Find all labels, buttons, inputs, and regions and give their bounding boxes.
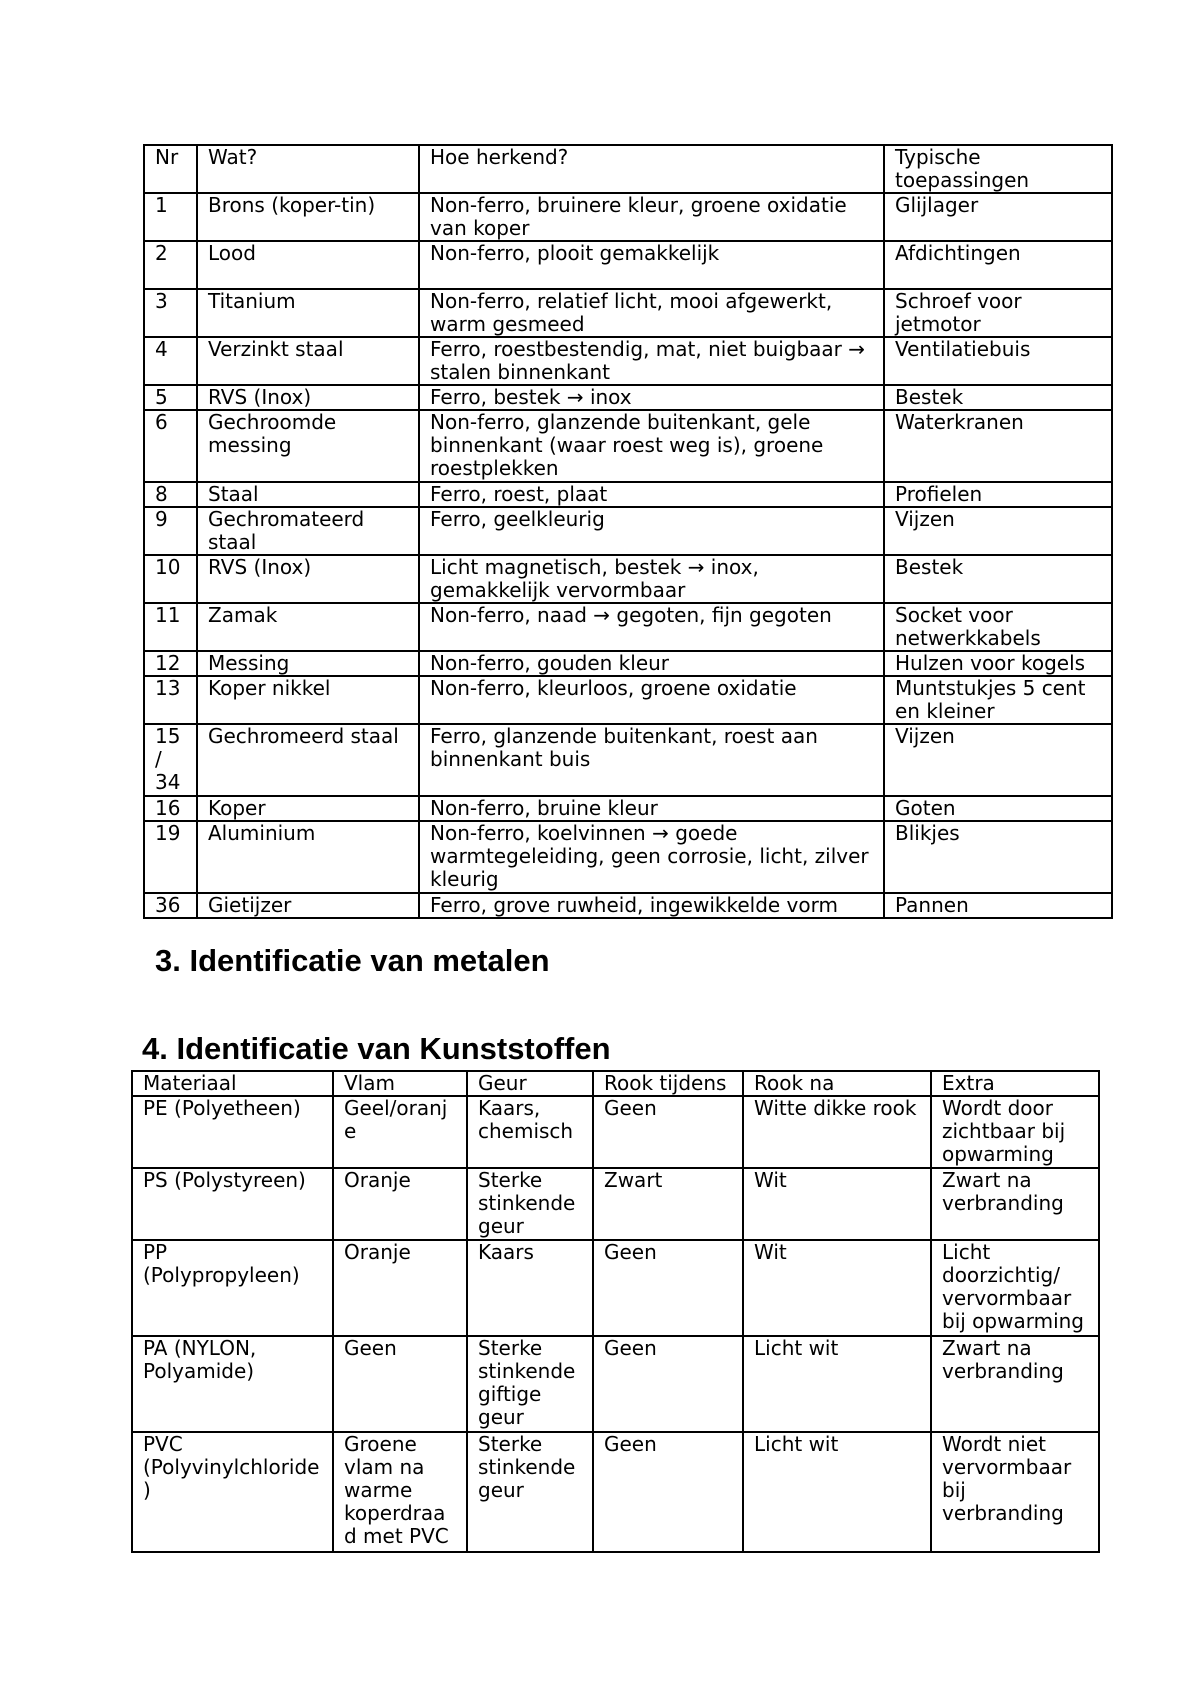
table-row xyxy=(132,1336,1099,1432)
metal-nr: 19 xyxy=(144,821,197,893)
metal-application: Waterkranen xyxy=(884,410,1112,482)
plastics-header-rook-tijdens: Rook tijdens xyxy=(593,1071,743,1096)
plastic-smoke-after: Witte dikke rook xyxy=(743,1096,931,1168)
metal-name: Koper nikkel xyxy=(197,676,419,724)
metal-application: Socket voor netwerkkabels xyxy=(884,603,1112,651)
table-row xyxy=(144,821,1112,893)
metal-recognition: Licht magnetisch, bestek → inox, gemakkelijk vervormbaar xyxy=(419,555,884,603)
metal-nr: 1 xyxy=(144,193,197,241)
table-row xyxy=(144,893,1112,918)
metal-nr: 11 xyxy=(144,603,197,651)
metal-name: Messing xyxy=(197,651,419,676)
metals-header-wat: Wat? xyxy=(197,145,419,193)
table-row xyxy=(144,193,1112,241)
metals-table xyxy=(143,144,1113,919)
metal-application: Afdichtingen xyxy=(884,241,1112,289)
metal-nr: 5 xyxy=(144,385,197,410)
plastic-flame: Oranje xyxy=(333,1168,467,1240)
metal-application: Pannen xyxy=(884,893,1112,918)
plastic-smoke-during: Zwart xyxy=(593,1168,743,1240)
table-row xyxy=(144,724,1112,796)
metal-nr: 3 xyxy=(144,289,197,337)
table-row xyxy=(144,651,1112,676)
metal-application: Goten xyxy=(884,796,1112,821)
metal-nr: 13 xyxy=(144,676,197,724)
metal-recognition: Non-ferro, relatief licht, mooi afgewerkt, warm gesmeed xyxy=(419,289,884,337)
table-row xyxy=(144,482,1112,507)
plastic-smoke-after: Licht wit xyxy=(743,1432,931,1552)
metal-nr: 10 xyxy=(144,555,197,603)
table-row xyxy=(144,385,1112,410)
metal-name: Gechromateerd staal xyxy=(197,507,419,555)
metal-name: Brons (koper-tin) xyxy=(197,193,419,241)
table-row xyxy=(144,676,1112,724)
metal-recognition: Ferro, bestek → inox xyxy=(419,385,884,410)
plastic-flame: Geen xyxy=(333,1336,467,1432)
metal-nr: 36 xyxy=(144,893,197,918)
plastics-header-row xyxy=(132,1071,1099,1096)
plastic-extra: Zwart na verbranding xyxy=(931,1168,1099,1240)
metal-name: Gechromeerd staal xyxy=(197,724,419,796)
metal-nr: 4 xyxy=(144,337,197,385)
plastic-material: PA (NYLON, Polyamide) xyxy=(132,1336,333,1432)
plastics-header-vlam: Vlam xyxy=(333,1071,467,1096)
metal-recognition: Ferro, grove ruwheid, ingewikkelde vorm xyxy=(419,893,884,918)
table-row xyxy=(144,410,1112,482)
plastics-header-extra: Extra xyxy=(931,1071,1099,1096)
metal-recognition: Ferro, geelkleurig xyxy=(419,507,884,555)
metals-header-hoe-herkend: Hoe herkend? xyxy=(419,145,884,193)
metal-recognition: Non-ferro, naad → gegoten, fijn gegoten xyxy=(419,603,884,651)
metal-name: Aluminium xyxy=(197,821,419,893)
metal-application: Ventilatiebuis xyxy=(884,337,1112,385)
plastic-smoke-after: Licht wit xyxy=(743,1336,931,1432)
metal-recognition: Non-ferro, bruine kleur xyxy=(419,796,884,821)
plastic-smell: Sterke stinkende geur xyxy=(467,1432,593,1552)
plastic-material: PE (Polyetheen) xyxy=(132,1096,333,1168)
metal-name: Gietijzer xyxy=(197,893,419,918)
metal-recognition: Non-ferro, bruinere kleur, groene oxidatie van koper xyxy=(419,193,884,241)
plastics-header-rook-na: Rook na xyxy=(743,1071,931,1096)
metal-name: Gechroomde messing xyxy=(197,410,419,482)
metal-recognition: Ferro, roestbestendig, mat, niet buigbaar → stalen binnenkant xyxy=(419,337,884,385)
plastic-smoke-during: Geen xyxy=(593,1336,743,1432)
metal-application: Blikjes xyxy=(884,821,1112,893)
plastic-extra: Wordt niet vervormbaar bij verbranding xyxy=(931,1432,1099,1552)
metal-recognition: Non-ferro, gouden kleur xyxy=(419,651,884,676)
metal-recognition: Ferro, roest, plaat xyxy=(419,482,884,507)
metal-name: RVS (Inox) xyxy=(197,385,419,410)
table-row xyxy=(132,1240,1099,1336)
section-heading-plastics: 4. Identificatie van Kunststoffen xyxy=(142,1031,611,1066)
table-row xyxy=(144,337,1112,385)
plastics-table xyxy=(131,1070,1100,1553)
metal-application: Bestek xyxy=(884,555,1112,603)
metal-name: Zamak xyxy=(197,603,419,651)
table-row xyxy=(132,1432,1099,1552)
table-row xyxy=(144,289,1112,337)
metal-application: Vijzen xyxy=(884,507,1112,555)
plastic-smell: Sterke stinkende giftige geur xyxy=(467,1336,593,1432)
plastic-smell: Kaars, chemisch xyxy=(467,1096,593,1168)
table-row xyxy=(144,241,1112,289)
plastics-header-geur: Geur xyxy=(467,1071,593,1096)
plastic-material: PVC (Polyvinylchloride) xyxy=(132,1432,333,1552)
metal-name: Staal xyxy=(197,482,419,507)
plastic-smoke-after: Wit xyxy=(743,1240,931,1336)
metal-recognition: Non-ferro, koelvinnen → goede warmtegeleiding, geen corrosie, licht, zilver kleurig xyxy=(419,821,884,893)
metal-name: RVS (Inox) xyxy=(197,555,419,603)
plastic-smell: Sterke stinkende geur xyxy=(467,1168,593,1240)
plastic-extra: Licht doorzichtig/ vervormbaar bij opwarming xyxy=(931,1240,1099,1336)
table-row xyxy=(144,603,1112,651)
table-row xyxy=(144,507,1112,555)
plastic-extra: Wordt door zichtbaar bij opwarming xyxy=(931,1096,1099,1168)
plastic-material: PP (Polypropyleen) xyxy=(132,1240,333,1336)
metal-nr: 12 xyxy=(144,651,197,676)
metal-nr: 6 xyxy=(144,410,197,482)
metal-application: Schroef voor jetmotor xyxy=(884,289,1112,337)
metal-nr: 16 xyxy=(144,796,197,821)
metal-nr: 8 xyxy=(144,482,197,507)
plastic-material: PS (Polystyreen) xyxy=(132,1168,333,1240)
section-heading-metals: 3. Identificatie van metalen xyxy=(155,943,550,978)
metal-application: Profielen xyxy=(884,482,1112,507)
plastic-smoke-during: Geen xyxy=(593,1432,743,1552)
metal-application: Vijzen xyxy=(884,724,1112,796)
table-row xyxy=(144,555,1112,603)
metal-recognition: Non-ferro, plooit gemakkelijk xyxy=(419,241,884,289)
table-row xyxy=(132,1096,1099,1168)
plastic-flame: Groene vlam na warme koperdraad met PVC xyxy=(333,1432,467,1552)
metal-recognition: Ferro, glanzende buitenkant, roest aan binnenkant buis xyxy=(419,724,884,796)
plastic-extra: Zwart na verbranding xyxy=(931,1336,1099,1432)
plastics-header-materiaal: Materiaal xyxy=(132,1071,333,1096)
metal-name: Titanium xyxy=(197,289,419,337)
metal-recognition: Non-ferro, glanzende buitenkant, gele binnenkant (waar roest weg is), groene roestplekken xyxy=(419,410,884,482)
metal-name: Verzinkt staal xyxy=(197,337,419,385)
plastic-flame: Geel/oranje xyxy=(333,1096,467,1168)
metal-nr: 15 / 34 xyxy=(144,724,197,796)
metal-application: Muntstukjes 5 cent en kleiner xyxy=(884,676,1112,724)
plastic-smoke-after: Wit xyxy=(743,1168,931,1240)
metal-recognition: Non-ferro, kleurloos, groene oxidatie xyxy=(419,676,884,724)
metal-nr: 2 xyxy=(144,241,197,289)
metals-header-nr: Nr xyxy=(144,145,197,193)
plastic-smoke-during: Geen xyxy=(593,1240,743,1336)
metal-name: Koper xyxy=(197,796,419,821)
metal-application: Hulzen voor kogels xyxy=(884,651,1112,676)
table-row xyxy=(144,796,1112,821)
plastics-table-body xyxy=(132,1071,1099,1552)
metals-table-body xyxy=(144,145,1112,918)
plastic-smell: Kaars xyxy=(467,1240,593,1336)
metal-application: Bestek xyxy=(884,385,1112,410)
metal-name: Lood xyxy=(197,241,419,289)
plastic-flame: Oranje xyxy=(333,1240,467,1336)
metals-header-row xyxy=(144,145,1112,193)
plastic-smoke-during: Geen xyxy=(593,1096,743,1168)
table-row xyxy=(132,1168,1099,1240)
metals-header-toepassingen: Typische toepassingen xyxy=(884,145,1112,193)
metal-application: Glijlager xyxy=(884,193,1112,241)
metal-nr: 9 xyxy=(144,507,197,555)
